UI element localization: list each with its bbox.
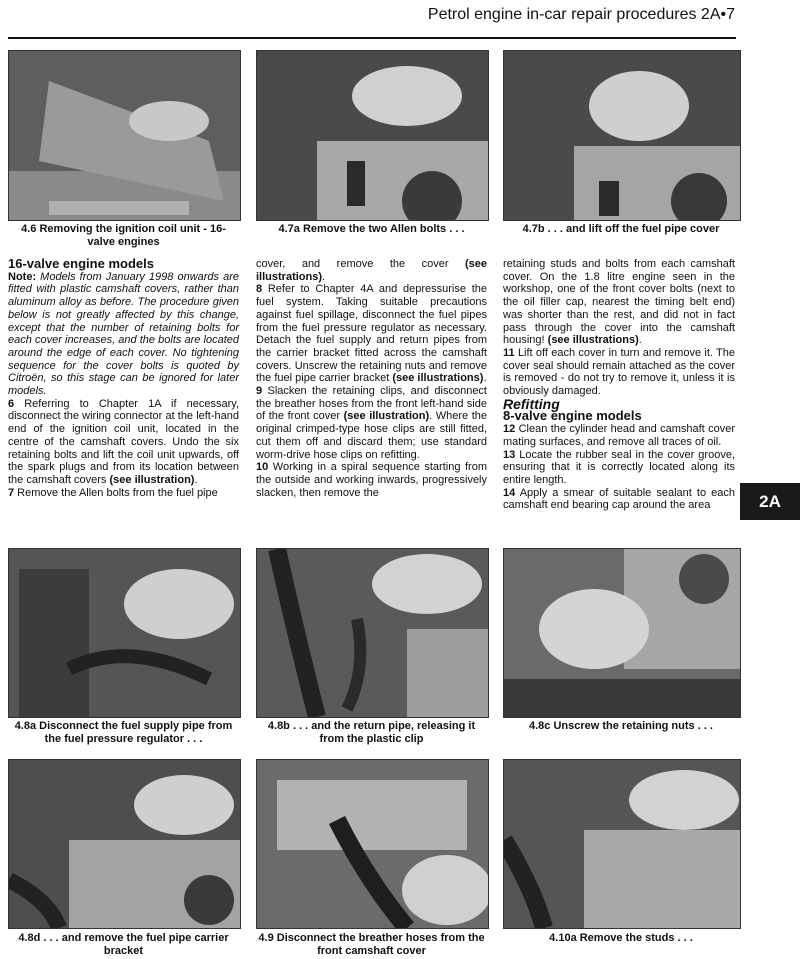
photo-4-9 [256, 759, 489, 929]
note-text: Models from January 1998 onwards are fitted with plastic camshaft covers, rather than aluminum alloy as before. The procedure given below is not greatly affected by this change, except that the number of retaining bolts for each cover increases, and the bolts are located around the edge of each cover. No tightening sequence for the cover bolts is quoted by Citroën, so this stage can be ignored for later models. [8, 270, 239, 398]
photo-4-8b [256, 548, 489, 718]
para-6-end: . [194, 473, 198, 486]
para-11-num: 11 [503, 346, 515, 359]
page-header-title: Petrol engine in-car repair procedures 2A•7 [427, 6, 735, 23]
caption-4-6: 4.6 Removing the ignition coil unit - 16-valve engines [21, 223, 226, 248]
para-10-text: Working in a spiral sequence starting from the outside and working inwards, progressively slacken, then remove the [256, 461, 487, 499]
text-column-2 [256, 258, 487, 499]
photo-4-7b [503, 50, 741, 221]
caption-4-8b: 4.8b . . . and the return pipe, releasing it from the plastic clip [267, 720, 476, 745]
header-rule [8, 37, 736, 39]
para-9-text: Slacken the retaining clips, and disconnect the breather hoses from the front left-hand side of the front cover [256, 385, 487, 423]
para-7-end: . [322, 270, 326, 283]
para-6-num: 6 [8, 397, 15, 410]
para-7-ref: (see illustrations) [256, 258, 487, 283]
text-column-1 [8, 258, 239, 499]
heading-16-valve: 16-valve engine models [8, 256, 154, 271]
para-7-cont: cover, and remove the cover [256, 258, 465, 270]
para-12-text: Clean the cylinder head and camshaft cover mating surfaces, and remove all traces of oil. [503, 423, 735, 448]
para-10-num: 10 [256, 461, 269, 474]
photo-4-10a [503, 759, 741, 929]
para-6-ref: (see illustration) [109, 473, 195, 486]
heading-refitting: Refitting [503, 395, 560, 412]
note-label: Note: [8, 270, 37, 283]
para-10-end: . [638, 334, 642, 347]
para-8-text: Refer to Chapter 4A and depressurise the fuel system. Taking suitable precautions against fuel spillage, disconnect the fuel pipes from the fuel pressure regulator as necessary. Detach the fuel supply and return pipes from the carrier bracket fitted across the camshaft covers. Unscrew the retaining nuts and remove the fuel pipe carrier bracket [256, 283, 487, 385]
para-14-num: 14 [503, 486, 516, 499]
para-8-num: 8 [256, 283, 263, 296]
caption-4-8a: 4.8a Disconnect the fuel supply pipe from the fuel pressure regulator . . . [14, 720, 233, 745]
caption-4-7a: 4.7a Remove the two Allen bolts . . . [278, 223, 465, 235]
heading-8-valve: 8-valve engine models [503, 408, 642, 424]
para-11-text: Lift off each cover in turn and remove it. The cover seal should remain attached as the cover is removed - do not try to remove it, unless it is obviously damaged. [503, 346, 735, 398]
para-14-text: Apply a smear of suitable sealant to each camshaft end bearing cap around the area [503, 486, 735, 512]
photo-4-8a [8, 548, 241, 718]
para-9-end: . Where the original crimped-type hose clips are still fitted, cut them off and discard them; use standard worm-drive hose clips on refitting. [256, 410, 488, 461]
para-6-text: Referring to Chapter 1A if necessary, disconnect the wiring connector at the left-hand end of the ignition coil unit, located in the centre of the camshaft covers. Undo the six retaining bolts and lift the coil unit upwards, off the spark plugs and from its location between the camshaft covers [8, 397, 239, 486]
para-13-text: Locate the rubber seal in the cover groove, ensuring that it is correctly located along its entire length. [503, 448, 735, 486]
para-10-ref: (see illustrations) [547, 334, 639, 347]
para-8-end: . [483, 372, 487, 385]
section-tab: 2A [740, 483, 800, 520]
photo-4-8c [503, 548, 741, 718]
caption-4-9: 4.9 Disconnect the breather hoses from the front camshaft cover [258, 932, 485, 957]
para-13-num: 13 [503, 448, 516, 461]
para-9-num: 9 [256, 385, 263, 398]
para-9-ref: (see illustration) [343, 410, 430, 423]
caption-4-8c: 4.8c Unscrew the retaining nuts . . . [529, 720, 713, 732]
para-7-num: 7 [8, 486, 15, 499]
photo-4-6 [8, 50, 241, 221]
caption-4-10a: 4.10a Remove the studs . . . [549, 932, 693, 944]
photo-4-7a [256, 50, 489, 221]
caption-4-7b: 4.7b . . . and lift off the fuel pipe cover [522, 223, 720, 235]
para-12-num: 12 [503, 423, 516, 436]
caption-4-8d: 4.8d . . . and remove the fuel pipe carrier bracket [18, 932, 229, 957]
para-7-text: Remove the Allen bolts from the fuel pipe [14, 486, 218, 499]
para-10-cont: retaining studs and bolts from each camshaft cover. On the 1.8 litre engine seen in the workshop, one of the front cover bolts (next to the oil filler cap, nearest the timing belt end) was shorter than the rest, and did not in fact pass through the cover into the camshaft housing! [503, 258, 735, 347]
text-column-3 [503, 258, 735, 512]
para-8-ref: (see illustrations) [392, 372, 484, 385]
photo-4-8d [8, 759, 241, 929]
